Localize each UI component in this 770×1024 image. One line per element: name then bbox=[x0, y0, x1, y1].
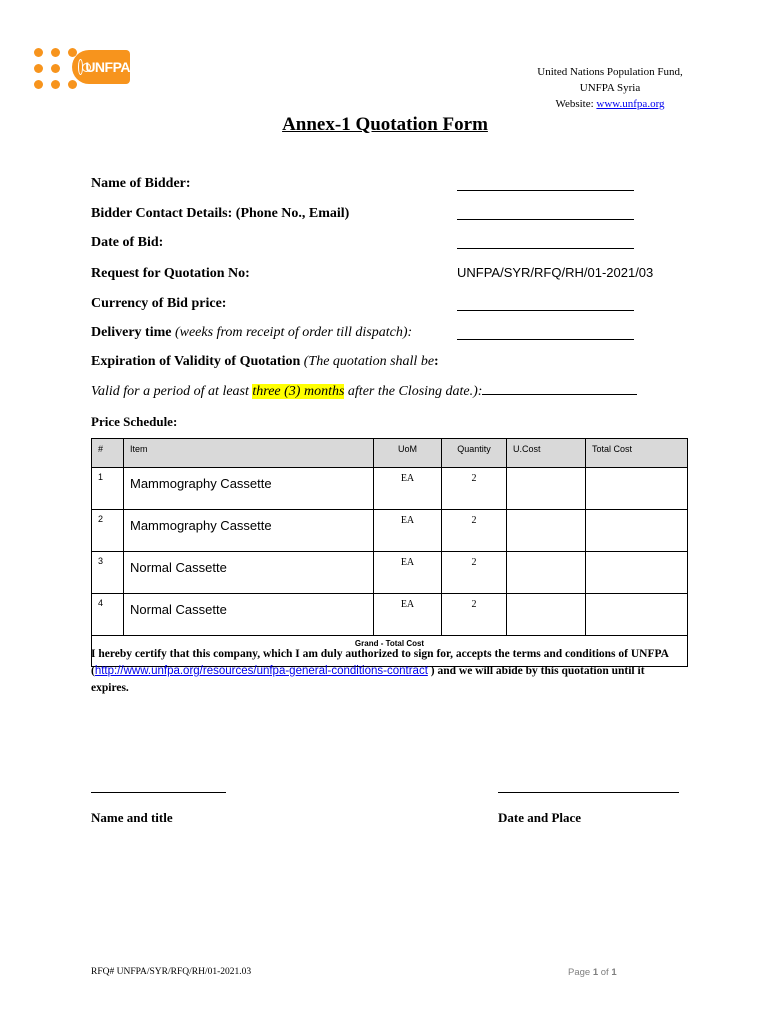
address-block bbox=[510, 64, 710, 112]
footer-rfq-reference: RFQ# UNFPA/SYR/RFQ/RH/01-2021.03 bbox=[91, 967, 252, 977]
page-title: Annex-1 Quotation Form bbox=[282, 114, 488, 135]
contact-details-field[interactable] bbox=[457, 219, 634, 220]
col-header-uom: UoM bbox=[374, 439, 442, 468]
expiration-label: Expiration of Validity of Quotation (The quotation shall be: bbox=[91, 354, 439, 369]
delivery-time-label: Delivery time (weeks from receipt of order till dispatch): bbox=[91, 325, 413, 340]
table-header-row bbox=[92, 439, 688, 468]
address-line-1: United Nations Population Fund, bbox=[537, 66, 683, 78]
rfq-number-value: UNFPA/SYR/RFQ/RH/01-2021/03 bbox=[457, 265, 654, 280]
unfpa-logo bbox=[34, 44, 134, 90]
col-header-quantity: Quantity bbox=[442, 439, 507, 468]
row-item: Normal Cassette bbox=[124, 552, 374, 594]
date-place-signature-line[interactable] bbox=[498, 792, 679, 793]
name-title-signature-line[interactable] bbox=[91, 792, 226, 793]
bidder-name-label: Name of Bidder: bbox=[91, 176, 191, 191]
table-row bbox=[92, 552, 688, 594]
table-row bbox=[92, 468, 688, 510]
row-ucost-cell[interactable] bbox=[507, 594, 586, 636]
certification-statement: I hereby certify that this company, which I am duly authorized to sign for, accepts the terms and conditions of UNFPA (http://www.unfpa.org/resources/unfpa-general-conditions-contract ) and we will abide by this quotation until it expires. bbox=[91, 648, 669, 694]
delivery-time-field[interactable] bbox=[457, 339, 634, 340]
validity-highlight: three (3) months bbox=[252, 384, 345, 399]
row-item: Normal Cassette bbox=[124, 594, 374, 636]
website-link[interactable]: www.unfpa.org bbox=[596, 98, 665, 110]
date-of-bid-label: Date of Bid: bbox=[91, 235, 164, 250]
price-schedule-label: Price Schedule: bbox=[91, 414, 178, 429]
row-num: 4 bbox=[92, 594, 124, 636]
row-total-cell[interactable] bbox=[586, 594, 688, 636]
row-uom: EA bbox=[374, 468, 442, 510]
row-quantity: 2 bbox=[442, 468, 507, 510]
validity-field[interactable] bbox=[482, 394, 637, 395]
rfq-number-label: Request for Quotation No: bbox=[91, 266, 250, 281]
row-total-cell[interactable] bbox=[586, 468, 688, 510]
contact-details-label: Bidder Contact Details: (Phone No., Email) bbox=[91, 206, 350, 221]
row-quantity: 2 bbox=[442, 552, 507, 594]
row-num: 3 bbox=[92, 552, 124, 594]
row-num: 2 bbox=[92, 510, 124, 552]
un-emblem-icon bbox=[78, 59, 83, 75]
row-uom: EA bbox=[374, 552, 442, 594]
row-uom: EA bbox=[374, 594, 442, 636]
price-schedule-table bbox=[91, 438, 688, 667]
currency-field[interactable] bbox=[457, 310, 634, 311]
row-item: Mammography Cassette bbox=[124, 510, 374, 552]
logo-text: UNFPA bbox=[85, 59, 130, 75]
bidder-name-field[interactable] bbox=[457, 190, 634, 191]
logo-badge bbox=[72, 50, 130, 84]
conditions-link[interactable]: http://www.unfpa.org/resources/unfpa-general-conditions-contract bbox=[94, 665, 428, 677]
col-header-item: Item bbox=[124, 439, 374, 468]
row-quantity: 2 bbox=[442, 510, 507, 552]
row-ucost-cell[interactable] bbox=[507, 552, 586, 594]
row-ucost-cell[interactable] bbox=[507, 468, 586, 510]
row-num: 1 bbox=[92, 468, 124, 510]
validity-statement: Valid for a period of at least three (3) months after the Closing date.): bbox=[91, 384, 637, 400]
currency-label: Currency of Bid price: bbox=[91, 296, 227, 311]
address-line-2: UNFPA Syria bbox=[579, 82, 641, 94]
footer-page-number: Page 1 of 1 bbox=[568, 967, 617, 978]
col-header-total: Total Cost bbox=[586, 439, 688, 468]
date-of-bid-field[interactable] bbox=[457, 248, 634, 249]
row-total-cell[interactable] bbox=[586, 552, 688, 594]
table-row bbox=[92, 594, 688, 636]
col-header-ucost: U.Cost bbox=[507, 439, 586, 468]
row-quantity: 2 bbox=[442, 594, 507, 636]
name-title-label: Name and title bbox=[91, 810, 173, 825]
row-uom: EA bbox=[374, 510, 442, 552]
row-total-cell[interactable] bbox=[586, 510, 688, 552]
table-row bbox=[92, 510, 688, 552]
grand-total-label: Grand - Total Cost bbox=[92, 636, 688, 667]
col-header-num: # bbox=[92, 439, 124, 468]
row-item: Mammography Cassette bbox=[124, 468, 374, 510]
address-website: Website: www.unfpa.org bbox=[555, 98, 665, 110]
row-ucost-cell[interactable] bbox=[507, 510, 586, 552]
date-place-label: Date and Place bbox=[498, 810, 582, 825]
